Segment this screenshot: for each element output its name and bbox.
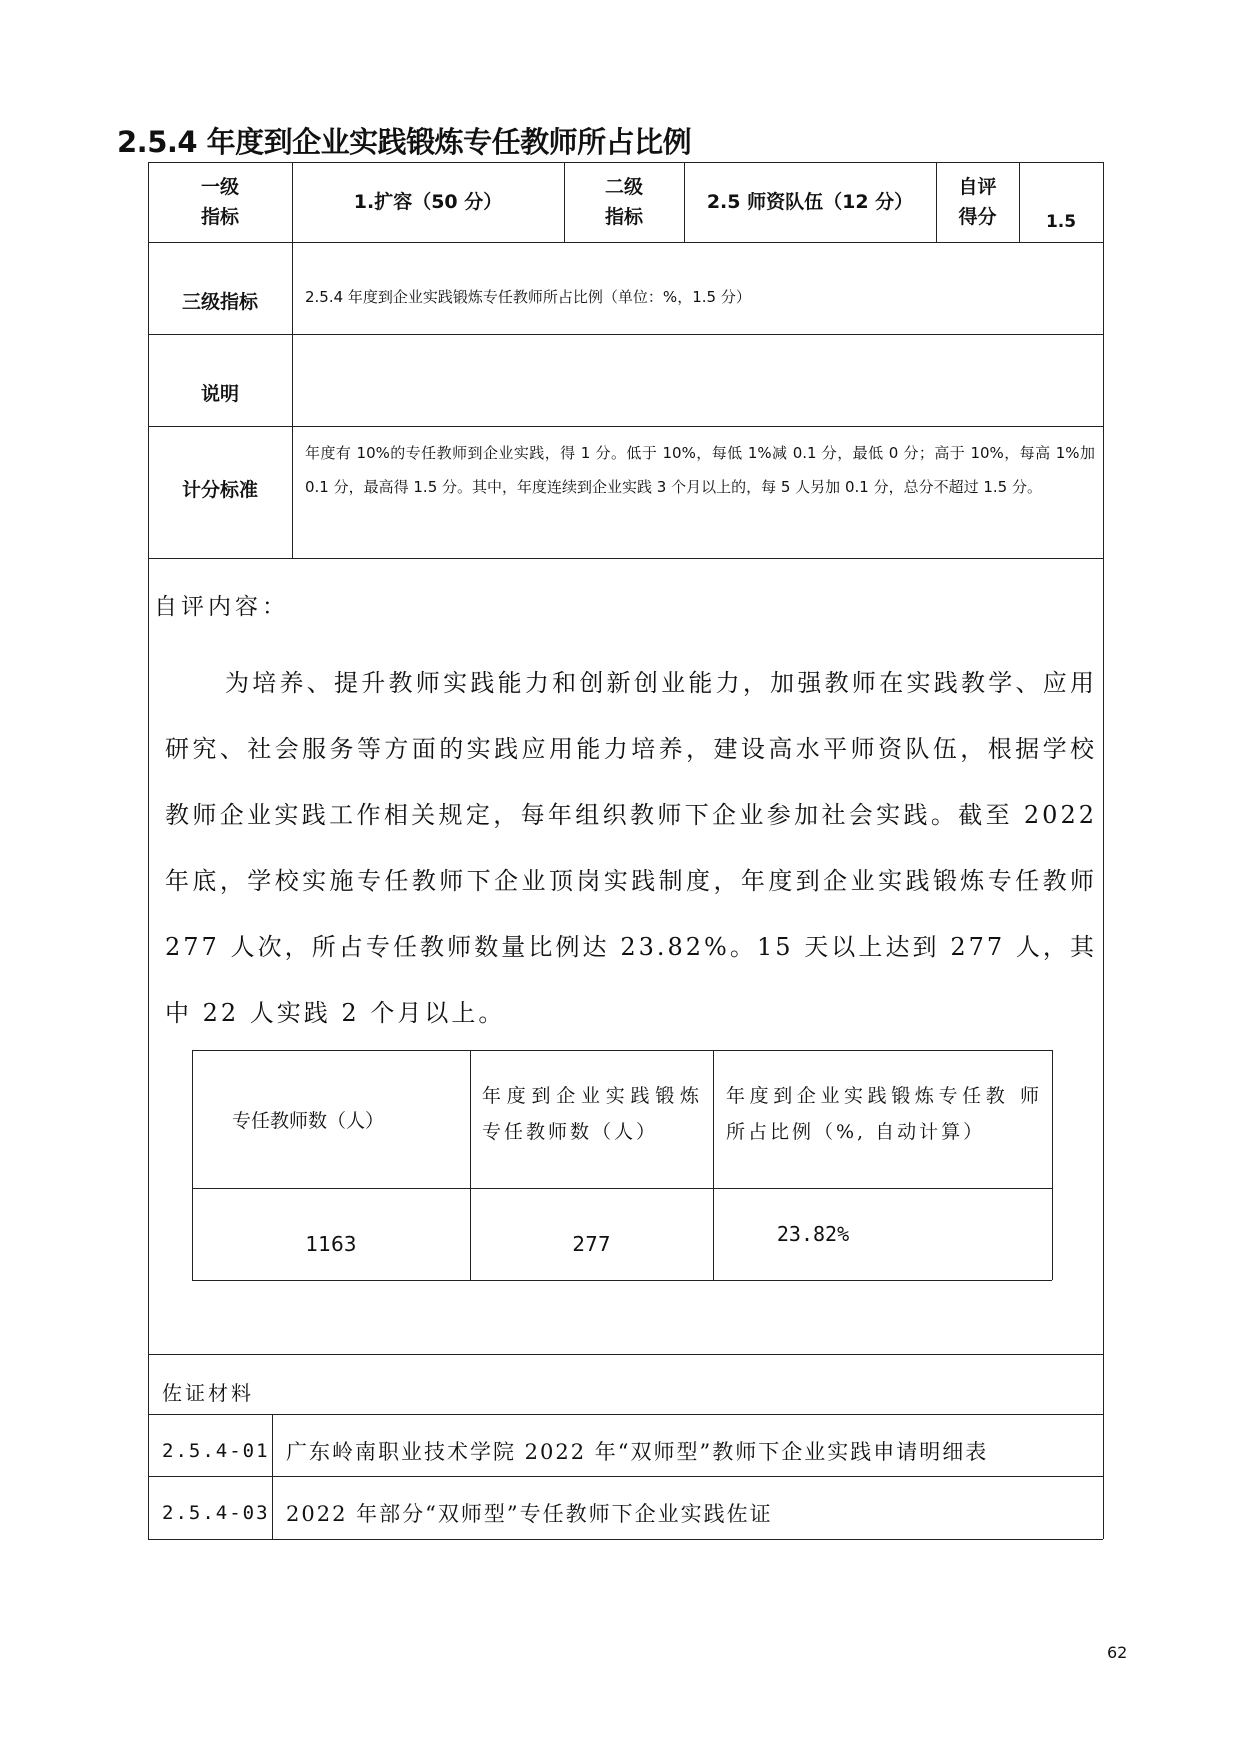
self-score-label: 自评 得分 <box>958 176 997 228</box>
evidence-code: 2.5.4-01 <box>162 1440 270 1462</box>
level1-value: 1.扩容（50 分） <box>353 191 503 213</box>
table-header: 专任教师数（人） <box>232 1110 385 1132</box>
evidence-link[interactable]: 2022 年部分“双师型”专任教师下企业实践佐证 <box>286 1502 773 1526</box>
evidence-code: 2.5.4-03 <box>162 1502 270 1524</box>
table-cell: 1163 <box>305 1232 357 1256</box>
self-score-value: 1.5 <box>1045 212 1077 232</box>
data-table <box>192 1050 1052 1280</box>
level3-label: 三级指标 <box>181 291 258 313</box>
self-eval-title: 自评内容： <box>154 594 289 620</box>
section-heading: 2.5.4 年度到企业实践锻炼专任教师所占比例 <box>117 125 692 159</box>
level2-value: 2.5 师资队伍（12 分） <box>706 191 914 213</box>
evidence-title: 佐证材料 <box>162 1381 254 1405</box>
level1-label: 一级 指标 <box>200 176 239 228</box>
level2-label: 二级 指标 <box>604 176 643 228</box>
level3-value: 2.5.4 年度到企业实践锻炼专任教师所占比例（单位：%，1.5 分） <box>305 288 751 306</box>
table-header: 年度到企业实践锻炼 专任教师数（人） <box>482 1085 702 1143</box>
page-number: 62 <box>1107 1643 1128 1662</box>
evidence-link[interactable]: 广东岭南职业技术学院 2022 年“双师型”教师下企业实践申请明细表 <box>286 1440 989 1464</box>
standard-label: 计分标准 <box>181 479 258 501</box>
table-header: 年度到企业实践锻炼专任教 师所占比例（%, 自动计算） <box>726 1085 1042 1143</box>
standard-value: 年度有 10%的专任教师到企业实践，得 1 分。低于 10%，每低 1%减 0.1 分，最低 0 分；高于 10%，每高 1%加 0.1 分，最高得 1.5 分。其中，年度连续到企业实践 3 个月以上的，每 5 人另加 0.1 分，总分不超过 1.5 分。 <box>305 444 1095 496</box>
table-cell: 23.82% <box>776 1222 850 1246</box>
note-label: 说明 <box>200 383 239 405</box>
table-cell: 277 <box>572 1232 611 1256</box>
self-eval-paragraph: 为培养、提升教师实践能力和创新创业能力，加强教师在实践教学、应用研究、社会服务等方面的实践应用能力培养，建设高水平师资队伍，根据学校教师企业实践工作相关规定，每年组织教师下企业参加社会实践。截至 2022 年底，学校实施专任教师下企业顶岗实践制度，年度到企业实践锻炼专任教师 277 人次，所占专任教师数量比例达 23.82%。15 天以上达到 277 人，其中 22 人实践 2 个月以上。 <box>165 669 1097 1027</box>
